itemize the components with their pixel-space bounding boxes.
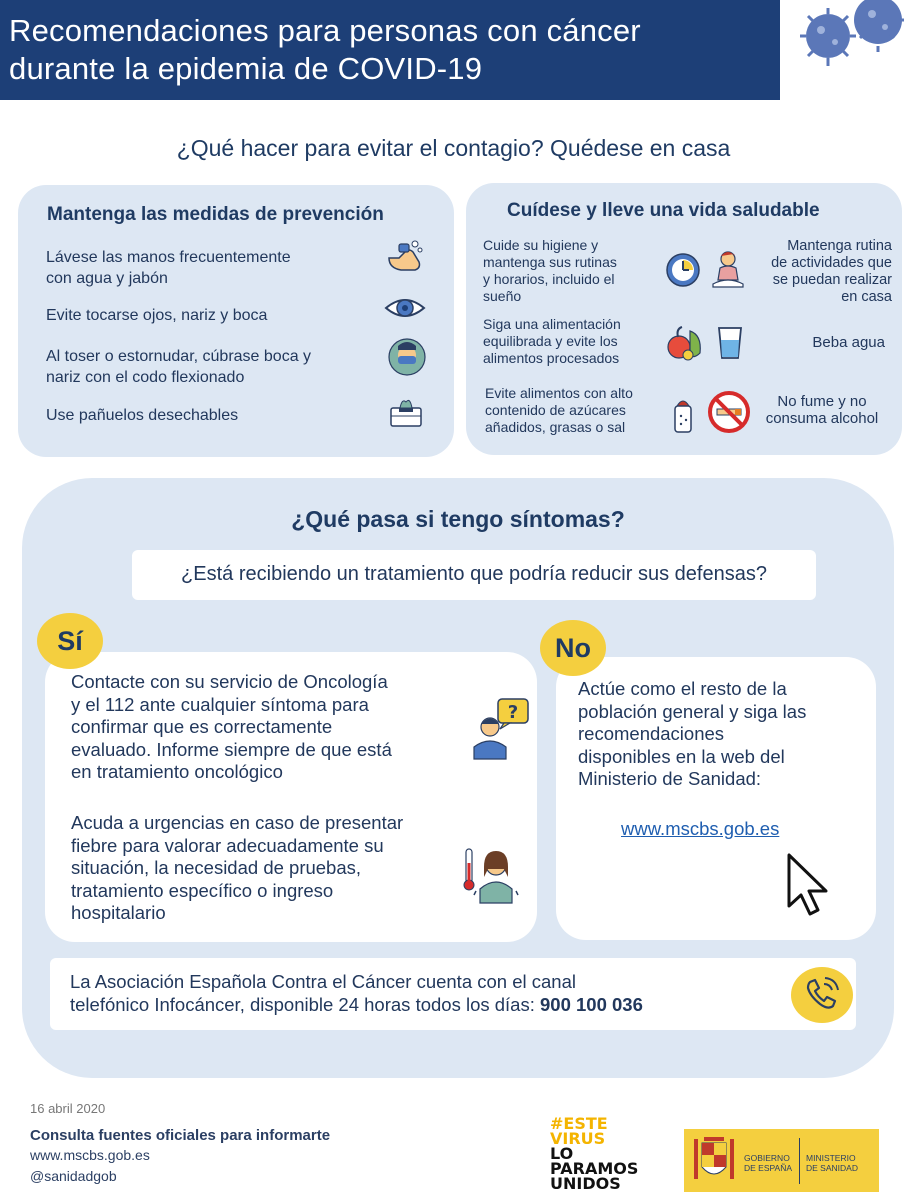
yes-oncology-text	[71, 671, 471, 784]
healthy-item-sugar	[485, 385, 675, 436]
prevention-item-tissues: Use pañuelos desechables	[46, 407, 239, 424]
healthy-item-sugar-line: Evite alimentos con alto	[485, 385, 633, 401]
healthy-item-hygiene-line: Cuide su higiene y	[483, 237, 599, 253]
doctor-question-icon	[470, 697, 532, 761]
page-title-line-2: durante la epidemia de COVID-19	[9, 51, 483, 86]
no-answer-line: recomendaciones	[578, 723, 725, 744]
prevention-item-hands-line1: Lávese las manos frecuentemente	[46, 249, 291, 266]
prevention-item-cough-line1: Al toser o estornudar, cúbrase boca y	[46, 348, 312, 365]
healthy-item-hygiene-line: y horarios, incluido el	[483, 271, 615, 287]
healthy-item-routine-line: se puedan realizar	[772, 272, 892, 288]
tissue-box-icon	[389, 396, 423, 428]
campaign-logo-line: PARAMOS	[550, 1159, 639, 1178]
healthy-item-routine-line: en casa	[841, 289, 892, 305]
treatment-question: ¿Está recibiendo un tratamiento que podría reducir sus defensas?	[181, 563, 767, 585]
ministry-label-line: DE SANIDAD	[806, 1163, 858, 1173]
ministry-website-link[interactable]: www.mscbs.gob.es	[621, 818, 780, 839]
no-answer-line: Ministerio de Sanidad:	[578, 768, 762, 789]
mouse-cursor-icon	[785, 852, 831, 918]
page-title-line-1: Recomendaciones para personas con cáncer	[9, 13, 641, 48]
campaign-logo-line: LO	[550, 1144, 574, 1163]
government-label-line: GOBIERNO	[744, 1153, 790, 1163]
symptoms-heading: ¿Qué pasa si tengo síntomas?	[291, 506, 625, 532]
prevention-item-cough-line2: nariz con el codo flexionado	[46, 369, 245, 386]
logo-divider	[799, 1138, 800, 1184]
no-answer-line: población general y siga las	[578, 700, 807, 722]
publication-date: 16 abril 2020	[30, 1101, 106, 1116]
footer-twitter-handle[interactable]: @sanidadgob	[30, 1168, 117, 1184]
campaign-logo-line: #ESTE	[550, 1114, 608, 1133]
yes-emergency-line: tratamiento específico o ingreso	[71, 879, 334, 901]
ministry-label	[806, 1153, 858, 1173]
prevention-item-hands-line2: con agua y jabón	[46, 270, 168, 287]
healthy-item-smoking-line: consuma alcohol	[765, 410, 879, 427]
prevention-item-hands	[46, 247, 376, 289]
healthy-item-water: Beba agua	[812, 334, 885, 351]
yes-emergency-line: hospitalario	[71, 902, 166, 923]
government-label	[744, 1153, 792, 1173]
healthy-item-smoking-line: No fume y no	[777, 393, 867, 410]
footer-tagline: Consulta fuentes oficiales para informarte	[30, 1127, 331, 1144]
no-smoking-icon	[707, 390, 751, 434]
meditation-icon	[710, 250, 746, 290]
prevention-heading: ¿Qué hacer para evitar el contagio? Quédese en casa	[176, 135, 731, 161]
healthy-item-diet-line: equilibrada y evite los	[483, 333, 618, 349]
campaign-logo-line: VIRUS	[550, 1129, 606, 1148]
healthy-item-hygiene-line: sueño	[483, 288, 522, 304]
no-answer-line: disponibles en la web del	[578, 745, 785, 767]
healthy-item-routine-line: de actividades que	[771, 255, 892, 271]
no-answer-line: Actúe como el resto de la	[578, 678, 787, 699]
prevention-item-cough	[46, 346, 381, 388]
infocancer-line2	[70, 994, 790, 1017]
healthy-item-smoking	[757, 393, 887, 427]
healthy-item-hygiene-line: mantenga sus rutinas	[483, 254, 617, 270]
eye-icon	[384, 294, 426, 322]
yes-oncology-line: confirmar que es correctamente	[71, 716, 333, 737]
healthy-life-panel-title: Cuídese y lleve una vida saludable	[507, 200, 820, 221]
infocancer-phone-number[interactable]: 900 100 036	[540, 993, 643, 1015]
yes-emergency-line: fiebre para valorar adecuadamente su	[71, 834, 384, 856]
prevention-item-face: Evite tocarse ojos, nariz y boca	[46, 307, 268, 324]
infocancer-text	[70, 971, 790, 1016]
yes-badge: Sí	[37, 613, 103, 669]
government-label-line: DE ESPAÑA	[744, 1163, 793, 1173]
hand-washing-icon	[385, 238, 425, 274]
yes-oncology-line: Contacte con su servicio de Oncología	[71, 671, 388, 692]
coronavirus-icon	[788, 0, 907, 85]
clock-icon	[665, 252, 701, 288]
infocancer-line2-prefix: telefónico Infocáncer, disponible 24 horas todos los días:	[70, 993, 540, 1015]
healthy-item-diet	[483, 316, 673, 367]
healthy-item-routine-line: Mantenga rutina	[787, 238, 892, 254]
fruits-icon	[666, 325, 704, 361]
fever-person-icon	[462, 845, 522, 905]
spain-coat-of-arms-icon	[690, 1133, 738, 1189]
prevention-panel-title: Mantenga las medidas de prevención	[47, 204, 384, 225]
yes-oncology-line: y el 112 ante cualquier síntoma para	[71, 693, 369, 715]
no-badge: No	[540, 620, 606, 676]
yes-oncology-line: evaluado. Informe siempre de que está	[71, 738, 392, 760]
phone-call-icon[interactable]	[790, 966, 854, 1024]
healthy-item-routine	[748, 238, 892, 306]
mask-person-icon	[388, 338, 426, 376]
yes-emergency-line: situación, la necesidad de pruebas,	[71, 857, 362, 878]
ministry-label-line: MINISTERIO	[806, 1153, 856, 1163]
healthy-item-sugar-line: contenido de azúcares	[485, 402, 626, 418]
water-glass-icon	[717, 326, 743, 360]
yes-emergency-line: Acuda a urgencias en caso de presentar	[71, 812, 404, 833]
campaign-logo-line: UNIDOS	[550, 1174, 621, 1193]
yes-oncology-line: en tratamiento oncológico	[71, 761, 283, 782]
infocancer-line1: La Asociación Española Contra el Cáncer cuenta con el canal	[70, 971, 576, 992]
svg-text:?: ?	[507, 702, 519, 723]
campaign-logo	[550, 1116, 675, 1191]
footer-website-link[interactable]: www.mscbs.gob.es	[30, 1147, 150, 1163]
yes-emergency-text	[71, 812, 491, 925]
healthy-item-hygiene	[483, 237, 673, 305]
no-answer-text	[578, 678, 868, 791]
healthy-item-sugar-line: añadidos, grasas o sal	[485, 419, 626, 435]
healthy-item-diet-line: Siga una alimentación	[483, 316, 621, 332]
salt-shaker-icon	[672, 396, 694, 434]
healthy-item-diet-line: alimentos procesados	[483, 350, 620, 366]
